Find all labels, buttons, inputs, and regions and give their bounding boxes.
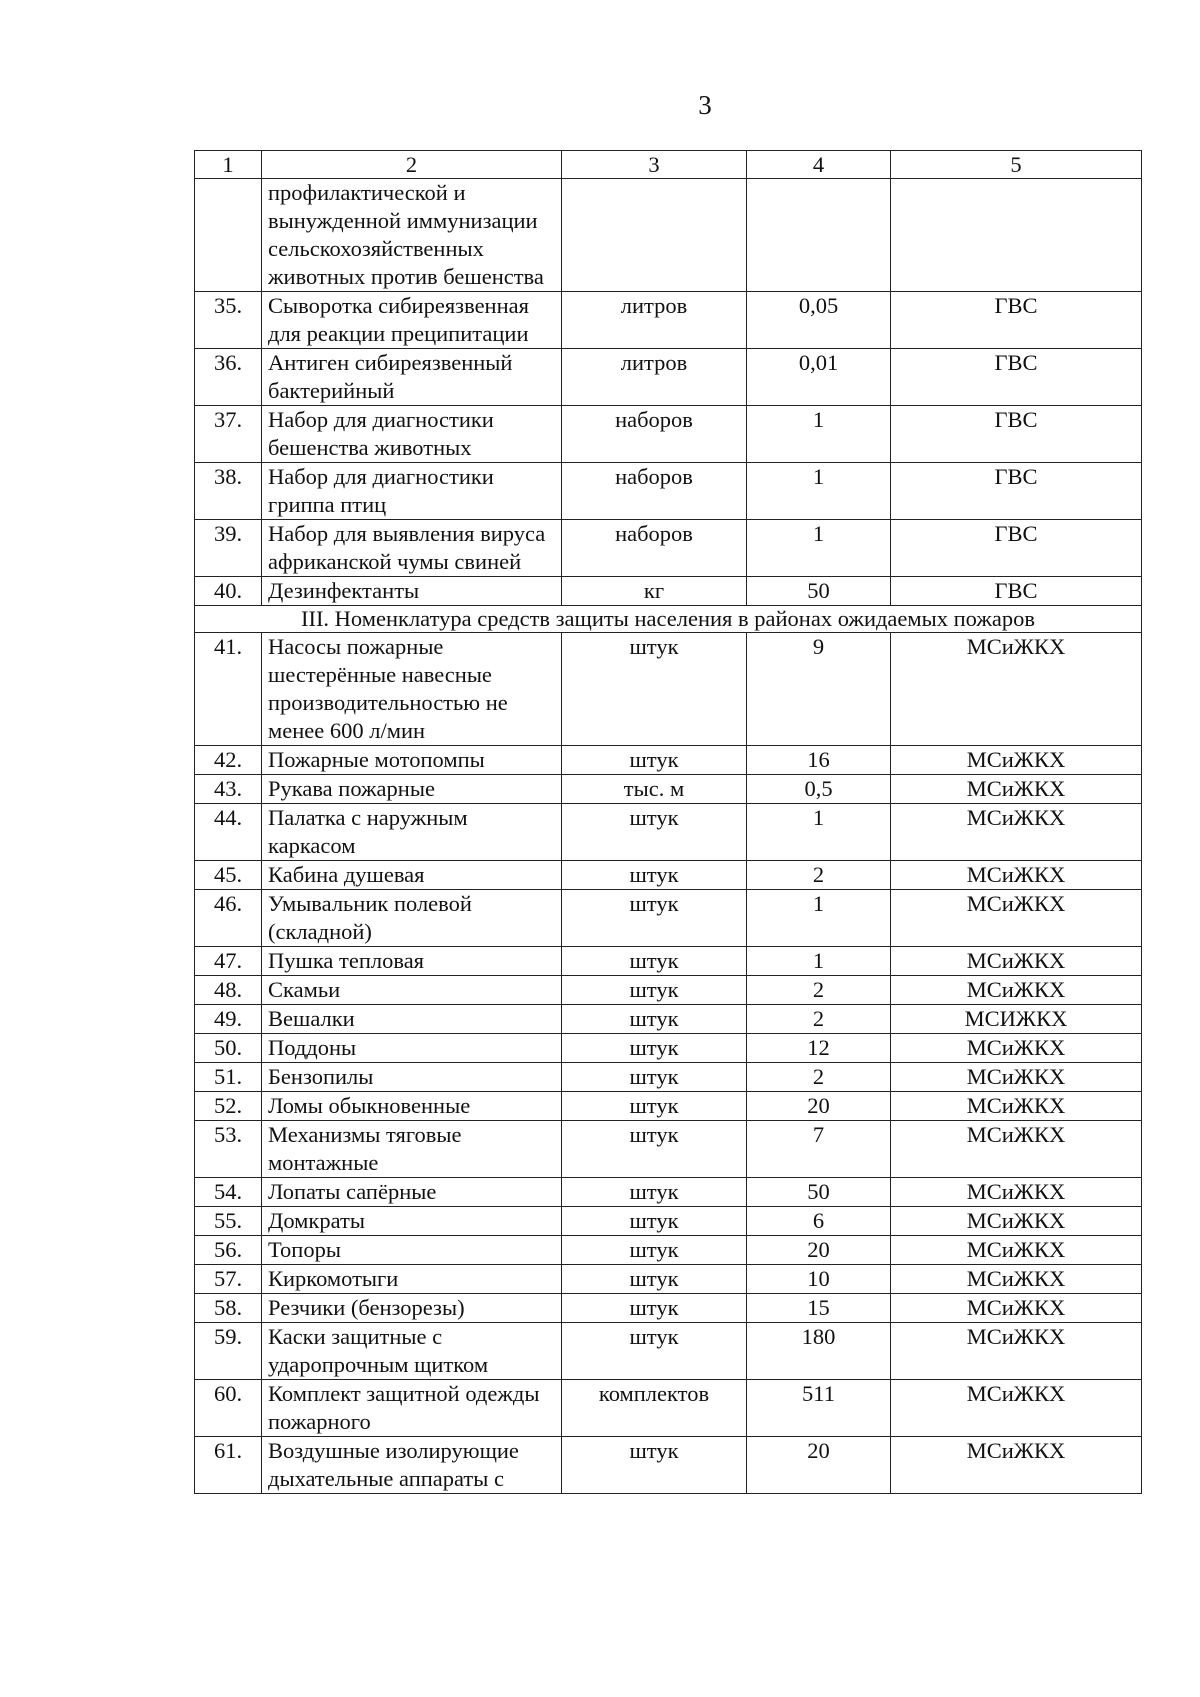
item-quantity: 12 (747, 1034, 891, 1063)
row-number: 38. (195, 463, 262, 520)
table-row (195, 1236, 1142, 1265)
item-name: Палатка с наружным каркасом (262, 804, 562, 861)
item-source: МСиЖКХ (891, 1178, 1142, 1207)
item-name: Набор для выявления вируса африканской чумы свиней (262, 520, 562, 577)
row-number: 60. (195, 1380, 262, 1437)
item-source: МСиЖКХ (891, 890, 1142, 947)
item-name: Рукава пожарные (262, 775, 562, 804)
item-name: Поддоны (262, 1034, 562, 1063)
item-unit: штук (562, 1034, 747, 1063)
item-quantity: 1 (747, 804, 891, 861)
item-quantity: 6 (747, 1207, 891, 1236)
item-unit: штук (562, 976, 747, 1005)
row-number: 43. (195, 775, 262, 804)
table-row (195, 890, 1142, 947)
row-number: 46. (195, 890, 262, 947)
row-number: 50. (195, 1034, 262, 1063)
nomenclature-table (194, 150, 1142, 1494)
table-row (195, 1034, 1142, 1063)
item-quantity: 20 (747, 1092, 891, 1121)
table-row (195, 1207, 1142, 1236)
item-source: МСиЖКХ (891, 1092, 1142, 1121)
item-name: Умывальник полевой (складной) (262, 890, 562, 947)
item-unit: наборов (562, 463, 747, 520)
item-source: МСиЖКХ (891, 976, 1142, 1005)
header-cell: 4 (747, 151, 891, 179)
row-number: 40. (195, 577, 262, 606)
item-name: Механизмы тяговые монтажные (262, 1121, 562, 1178)
item-quantity: 10 (747, 1265, 891, 1294)
item-name: Киркомотыги (262, 1265, 562, 1294)
item-quantity: 0,01 (747, 349, 891, 406)
section-title: III. Номенклатура средств защиты населения в районах ожидаемых пожаров (195, 606, 1142, 633)
item-quantity: 1 (747, 463, 891, 520)
table-row (195, 1294, 1142, 1323)
row-number: 36. (195, 349, 262, 406)
item-unit: штук (562, 1121, 747, 1178)
table-row (195, 1323, 1142, 1380)
item-name: Антиген сибиреязвенный бактерийный (262, 349, 562, 406)
table-row (195, 775, 1142, 804)
table-row (195, 292, 1142, 349)
item-name: Пушка тепловая (262, 947, 562, 976)
table-row (195, 1178, 1142, 1207)
row-number: 53. (195, 1121, 262, 1178)
item-source: МСИЖКХ (891, 1005, 1142, 1034)
table-row (195, 1063, 1142, 1092)
row-number: 52. (195, 1092, 262, 1121)
item-name: Насосы пожарные шестерённые навесные производительностью не менее 600 л/мин (262, 633, 562, 746)
row-number: 35. (195, 292, 262, 349)
item-quantity: 15 (747, 1294, 891, 1323)
item-name: Сыворотка сибиреязвенная для реакции преципитации (262, 292, 562, 349)
item-name: Пожарные мотопомпы (262, 746, 562, 775)
row-number: 57. (195, 1265, 262, 1294)
item-quantity: 1 (747, 520, 891, 577)
item-source: МСиЖКХ (891, 1121, 1142, 1178)
item-name: Бензопилы (262, 1063, 562, 1092)
item-quantity (747, 179, 891, 292)
table-row (195, 1437, 1142, 1494)
table-row (195, 976, 1142, 1005)
item-quantity: 2 (747, 1063, 891, 1092)
row-number: 55. (195, 1207, 262, 1236)
item-source: МСиЖКХ (891, 804, 1142, 861)
table-row (195, 746, 1142, 775)
item-source: МСиЖКХ (891, 1294, 1142, 1323)
section-heading-row (195, 606, 1142, 633)
item-quantity: 2 (747, 976, 891, 1005)
item-source: МСиЖКХ (891, 746, 1142, 775)
item-quantity: 20 (747, 1236, 891, 1265)
table-row (195, 577, 1142, 606)
item-name: Комплект защитной одежды пожарного (262, 1380, 562, 1437)
item-unit: штук (562, 947, 747, 976)
row-number: 48. (195, 976, 262, 1005)
item-quantity: 1 (747, 406, 891, 463)
item-name: Кабина душевая (262, 861, 562, 890)
page-number: 3 (698, 90, 712, 120)
item-unit: кг (562, 577, 747, 606)
item-source: МСиЖКХ (891, 1265, 1142, 1294)
item-name: Набор для диагностики бешенства животных (262, 406, 562, 463)
row-number: 59. (195, 1323, 262, 1380)
item-unit: штук (562, 1207, 747, 1236)
row-number: 58. (195, 1294, 262, 1323)
row-number: 39. (195, 520, 262, 577)
table-row (195, 947, 1142, 976)
item-source: МСиЖКХ (891, 1034, 1142, 1063)
item-quantity: 0,5 (747, 775, 891, 804)
item-source: МСиЖКХ (891, 1236, 1142, 1265)
item-source: МСиЖКХ (891, 1207, 1142, 1236)
header-cell: 2 (262, 151, 562, 179)
item-quantity: 1 (747, 890, 891, 947)
item-quantity: 511 (747, 1380, 891, 1437)
table-row (195, 633, 1142, 746)
item-name: Каски защитные с ударопрочным щитком (262, 1323, 562, 1380)
item-unit (562, 179, 747, 292)
table-row (195, 463, 1142, 520)
item-source: ГВС (891, 577, 1142, 606)
row-number: 51. (195, 1063, 262, 1092)
row-number (195, 179, 262, 292)
item-name: Дезинфектанты (262, 577, 562, 606)
item-unit: штук (562, 861, 747, 890)
item-source: ГВС (891, 463, 1142, 520)
item-quantity: 0,05 (747, 292, 891, 349)
item-source: МСиЖКХ (891, 633, 1142, 746)
item-unit: комплектов (562, 1380, 747, 1437)
item-quantity: 16 (747, 746, 891, 775)
item-unit: штук (562, 1178, 747, 1207)
table-row (195, 861, 1142, 890)
item-quantity: 1 (747, 947, 891, 976)
item-source: МСиЖКХ (891, 1063, 1142, 1092)
table-row (195, 179, 1142, 292)
item-quantity: 2 (747, 1005, 891, 1034)
table-row (195, 1121, 1142, 1178)
item-unit: штук (562, 1323, 747, 1380)
table-row (195, 804, 1142, 861)
item-source: МСиЖКХ (891, 861, 1142, 890)
table-row (195, 1005, 1142, 1034)
item-source: ГВС (891, 406, 1142, 463)
item-quantity: 180 (747, 1323, 891, 1380)
item-unit: штук (562, 1265, 747, 1294)
item-unit: штук (562, 1437, 747, 1494)
header-cell: 3 (562, 151, 747, 179)
item-quantity: 50 (747, 577, 891, 606)
item-source: ГВС (891, 292, 1142, 349)
row-number: 42. (195, 746, 262, 775)
table-row (195, 1265, 1142, 1294)
row-number: 61. (195, 1437, 262, 1494)
item-name: Набор для диагностики гриппа птиц (262, 463, 562, 520)
item-unit: штук (562, 746, 747, 775)
item-unit: штук (562, 890, 747, 947)
table-row (195, 1380, 1142, 1437)
item-name: Резчики (бензорезы) (262, 1294, 562, 1323)
item-source: МСиЖКХ (891, 1437, 1142, 1494)
item-unit: штук (562, 804, 747, 861)
item-quantity: 20 (747, 1437, 891, 1494)
row-number: 54. (195, 1178, 262, 1207)
item-unit: штук (562, 633, 747, 746)
table-row (195, 1092, 1142, 1121)
item-source: МСиЖКХ (891, 775, 1142, 804)
row-number: 56. (195, 1236, 262, 1265)
item-quantity: 2 (747, 861, 891, 890)
row-number: 44. (195, 804, 262, 861)
item-unit: наборов (562, 520, 747, 577)
item-name: Воздушные изолирующие дыхательные аппараты с (262, 1437, 562, 1494)
item-unit: штук (562, 1063, 747, 1092)
item-source (891, 179, 1142, 292)
item-unit: штук (562, 1092, 747, 1121)
item-quantity: 9 (747, 633, 891, 746)
item-unit: тыс. м (562, 775, 747, 804)
row-number: 37. (195, 406, 262, 463)
item-unit: наборов (562, 406, 747, 463)
row-number: 49. (195, 1005, 262, 1034)
header-cell: 1 (195, 151, 262, 179)
table-row (195, 349, 1142, 406)
item-quantity: 50 (747, 1178, 891, 1207)
item-unit: литров (562, 349, 747, 406)
item-source: МСиЖКХ (891, 1323, 1142, 1380)
item-source: ГВС (891, 349, 1142, 406)
item-name: Скамьи (262, 976, 562, 1005)
item-quantity: 7 (747, 1121, 891, 1178)
item-unit: штук (562, 1236, 747, 1265)
item-name: Ломы обыкновенные (262, 1092, 562, 1121)
item-source: ГВС (891, 520, 1142, 577)
item-name: Лопаты сапёрные (262, 1178, 562, 1207)
table-row (195, 406, 1142, 463)
item-name: Топоры (262, 1236, 562, 1265)
table-row (195, 520, 1142, 577)
item-source: МСиЖКХ (891, 1380, 1142, 1437)
row-number: 45. (195, 861, 262, 890)
item-unit: литров (562, 292, 747, 349)
item-source: МСиЖКХ (891, 947, 1142, 976)
row-number: 47. (195, 947, 262, 976)
item-unit: штук (562, 1005, 747, 1034)
item-name: профилактической и вынужденной иммунизации сельскохозяйственных животных против бешенства (262, 179, 562, 292)
header-cell: 5 (891, 151, 1142, 179)
table-header-row (195, 151, 1142, 179)
item-name: Домкраты (262, 1207, 562, 1236)
item-unit: штук (562, 1294, 747, 1323)
row-number: 41. (195, 633, 262, 746)
item-name: Вешалки (262, 1005, 562, 1034)
